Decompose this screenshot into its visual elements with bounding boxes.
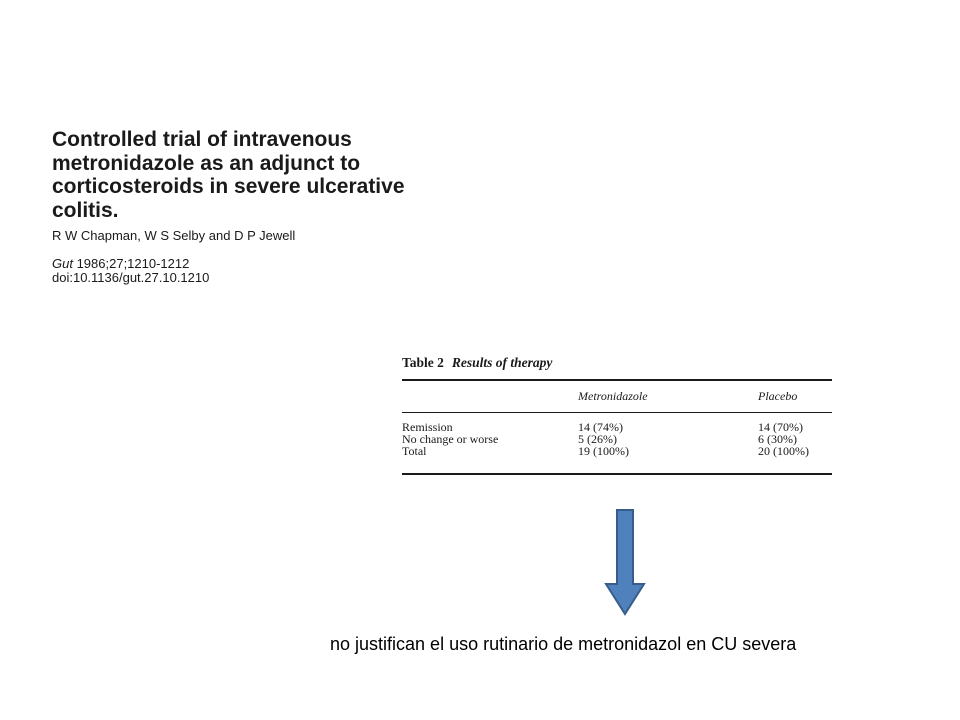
table-header-cell: Placebo <box>758 389 798 403</box>
table-cell: 14 (70%) <box>758 420 803 434</box>
table-header-cell: Metronidazole <box>578 389 648 403</box>
conclusion-text: no justifican el uso rutinario de metronidazol en CU severa <box>330 634 797 654</box>
table-cell: 14 (74%) <box>578 420 623 434</box>
article-title-line: Controlled trial of intravenous <box>52 128 352 151</box>
table-cell: 19 (100%) <box>578 444 629 458</box>
article-citation <box>52 257 209 285</box>
table-header-row <box>402 381 832 412</box>
results-table <box>402 355 832 475</box>
table-caption-text: Results of therapy <box>451 355 553 370</box>
table-body <box>402 413 832 469</box>
citation-line <box>52 257 209 271</box>
article-title-line: corticosteroids in severe ulcerative <box>52 175 405 198</box>
down-arrow-icon <box>604 508 646 616</box>
table-cell: 6 (30%) <box>758 432 797 446</box>
table-row <box>402 445 832 457</box>
table-caption <box>402 355 832 375</box>
table-label: Table 2 <box>402 355 444 370</box>
table-cell: Total <box>402 444 427 458</box>
article-title <box>52 128 552 222</box>
table-bottom-rule <box>402 473 832 475</box>
table-cell: 5 (26%) <box>578 432 617 446</box>
article-doi: doi:10.1136/gut.27.10.1210 <box>52 270 210 285</box>
article-title-line: metronidazole as an adjunct to <box>52 151 361 175</box>
citation-volume: 1986;27;1210-1212 <box>72 256 190 271</box>
table-cell: 20 (100%) <box>758 444 809 458</box>
article-title-line: colitis. <box>52 198 119 222</box>
table-cell: Remission <box>402 420 453 434</box>
article-authors: R W Chapman, W S Selby and D P Jewell <box>52 228 296 243</box>
table-cell: No change or worse <box>402 432 499 446</box>
journal-name: Gut <box>52 256 73 271</box>
